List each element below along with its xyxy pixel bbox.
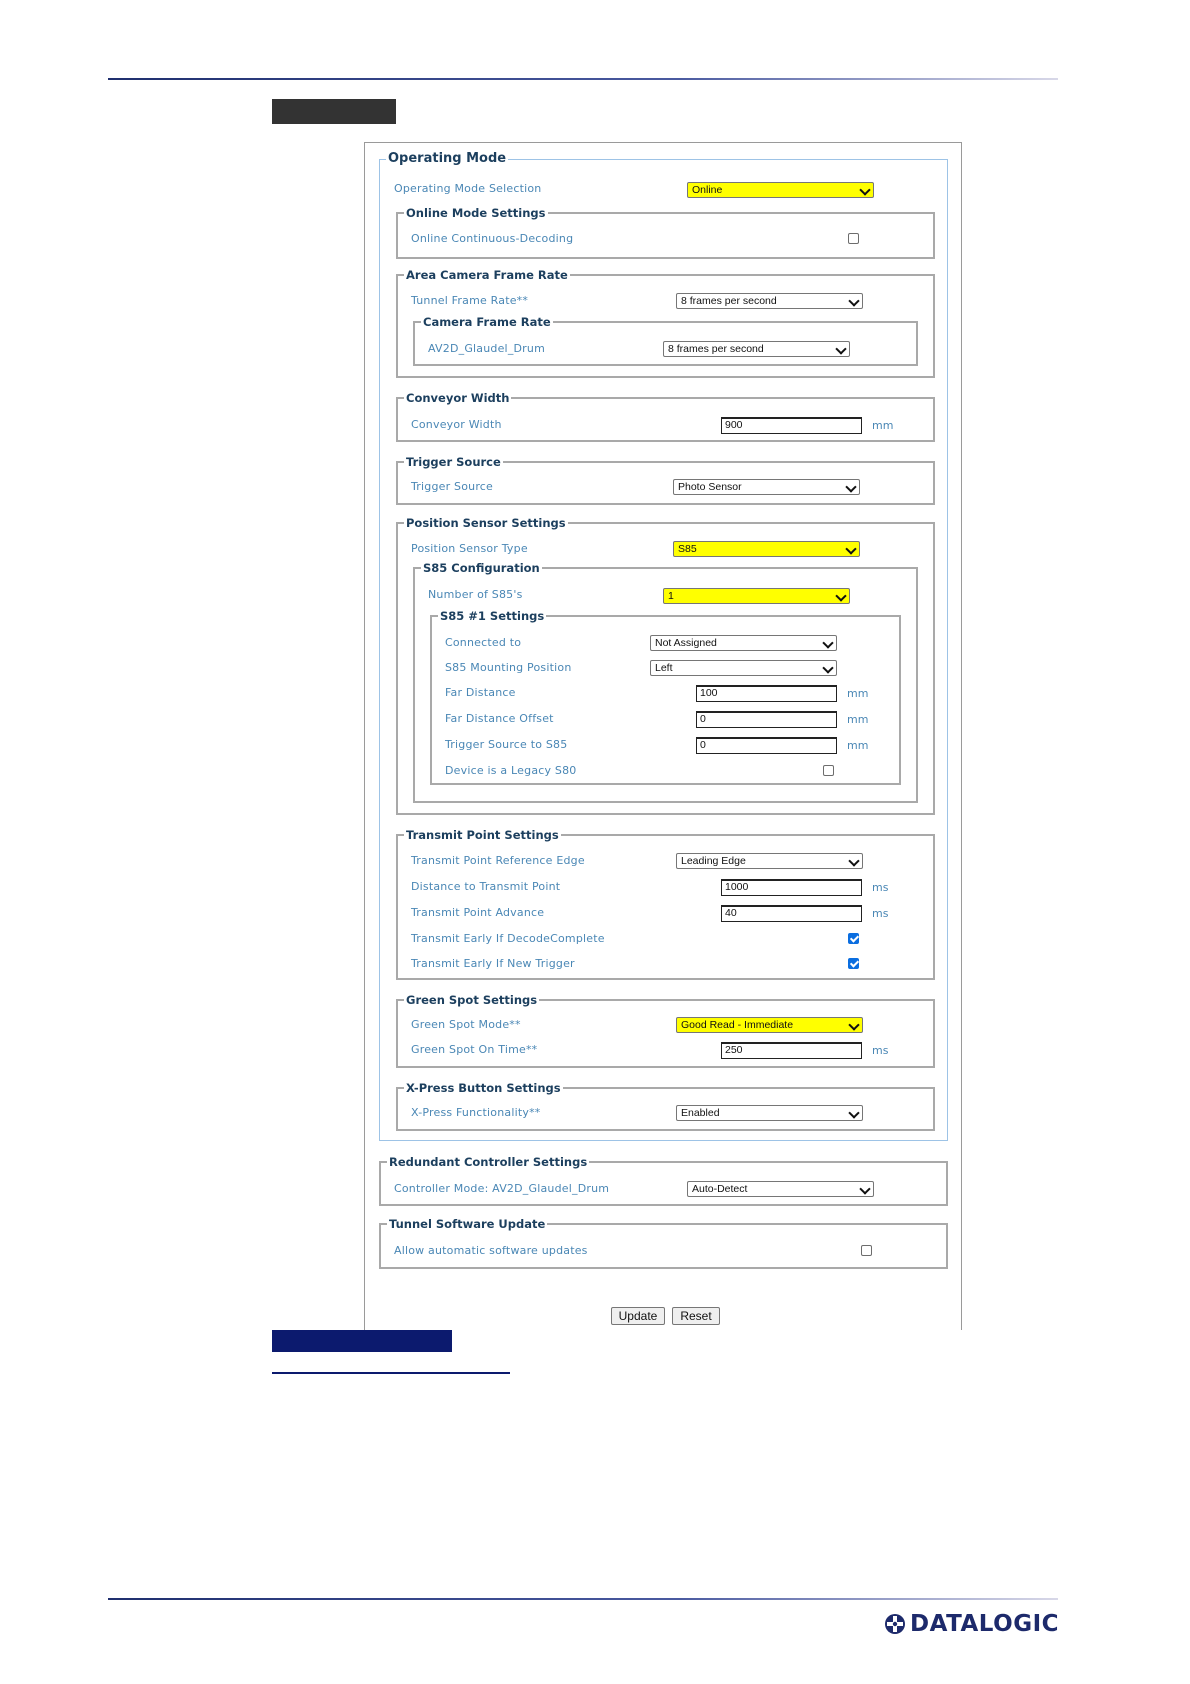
area-camera-legend: Area Camera Frame Rate [406, 268, 568, 282]
trigger-to-s85-label: Trigger Source to S85 [445, 738, 568, 751]
early-trigger-label: Transmit Early If New Trigger [411, 957, 575, 970]
xpress-functionality-label: X-Press Functionality** [411, 1106, 541, 1119]
far-distance-offset-input[interactable]: 0 [696, 711, 837, 728]
datalogic-logo-text: DATALOGIC [910, 1611, 1060, 1637]
s85-mounting-value: Left [655, 662, 673, 674]
chevron-down-icon [859, 184, 870, 195]
section-underline [272, 1372, 510, 1374]
s85-connected-label: Connected to [445, 636, 522, 649]
distance-transmit-input[interactable]: 1000 [721, 879, 862, 896]
section-tab-marker [272, 99, 396, 124]
legacy-s80-checkbox[interactable] [823, 765, 834, 776]
controller-mode-value: Auto-Detect [692, 1183, 748, 1195]
far-distance-offset-unit: mm [847, 713, 869, 726]
green-spot-legend: Green Spot Settings [406, 993, 538, 1007]
chevron-down-icon [845, 481, 856, 492]
far-distance-unit: mm [847, 687, 869, 700]
transmit-advance-input[interactable]: 40 [721, 905, 862, 922]
s85-count-value: 1 [668, 590, 674, 602]
operating-mode-legend: Operating Mode [388, 151, 507, 166]
transmit-advance-label: Transmit Point Advance [411, 906, 545, 919]
green-spot-time-unit: ms [872, 1044, 889, 1057]
auto-update-checkbox[interactable] [861, 1245, 872, 1256]
camera-frame-rate-select[interactable] [663, 341, 850, 357]
trigger-to-s85-unit: mm [847, 739, 869, 752]
conveyor-width-unit: mm [872, 419, 894, 432]
chevron-down-icon [848, 1019, 859, 1030]
operating-mode-selection-label: Operating Mode Selection [394, 182, 542, 195]
online-continuous-checkbox[interactable] [848, 233, 859, 244]
conveyor-width-input[interactable]: 900 [721, 417, 862, 434]
datalogic-logo [884, 1611, 1059, 1637]
trigger-to-s85-input[interactable]: 0 [696, 737, 837, 754]
position-sensor-type-value: S85 [678, 543, 697, 555]
green-spot-mode-label: Green Spot Mode** [411, 1018, 521, 1031]
software-update-group [379, 1217, 948, 1269]
far-distance-label: Far Distance [445, 686, 516, 699]
transmit-edge-select[interactable] [676, 853, 863, 869]
chevron-down-icon [848, 1107, 859, 1118]
camera-device-label: AV2D_Glaudel_Drum [428, 342, 545, 355]
green-spot-mode-value: Good Read - Immediate [681, 1019, 794, 1031]
chevron-down-icon [848, 855, 859, 866]
online-mode-legend: Online Mode Settings [406, 206, 546, 220]
update-button[interactable]: Update [611, 1307, 665, 1325]
transmit-point-legend: Transmit Point Settings [406, 828, 559, 842]
reset-button[interactable]: Reset [672, 1307, 720, 1325]
auto-update-label: Allow automatic software updates [394, 1244, 588, 1257]
trigger-source-value: Photo Sensor [678, 481, 742, 493]
trigger-source-legend: Trigger Source [406, 455, 501, 469]
controller-mode-label: Controller Mode: AV2D_Glaudel_Drum [394, 1182, 610, 1195]
s85-connected-value: Not Assigned [655, 637, 717, 649]
chevron-down-icon [845, 543, 856, 554]
conveyor-width-label: Conveyor Width [411, 418, 502, 431]
header-rule [108, 78, 1058, 80]
distance-transmit-label: Distance to Transmit Point [411, 880, 561, 893]
operating-mode-value: Online [692, 184, 723, 196]
position-sensor-type-select[interactable] [673, 541, 860, 557]
early-decode-checkbox[interactable] [848, 933, 859, 944]
tunnel-frame-rate-value: 8 frames per second [681, 295, 777, 307]
transmit-advance-unit: ms [872, 907, 889, 920]
footer-rule [108, 1598, 1058, 1600]
controller-mode-select[interactable] [687, 1181, 874, 1197]
legacy-s80-label: Device is a Legacy S80 [445, 764, 577, 777]
distance-transmit-unit: ms [872, 881, 889, 894]
chevron-down-icon [848, 295, 859, 306]
tunnel-frame-rate-label: Tunnel Frame Rate** [411, 294, 529, 307]
conveyor-width-legend: Conveyor Width [406, 391, 510, 405]
far-distance-input[interactable]: 100 [696, 685, 837, 702]
trigger-source-select[interactable] [673, 479, 860, 495]
transmit-edge-value: Leading Edge [681, 855, 746, 867]
far-distance-offset-label: Far Distance Offset [445, 712, 554, 725]
settings-screenshot [364, 142, 962, 1330]
chevron-down-icon [859, 1183, 870, 1194]
chevron-down-icon [822, 637, 833, 648]
software-update-legend: Tunnel Software Update [389, 1217, 546, 1231]
transmit-edge-label: Transmit Point Reference Edge [411, 854, 585, 867]
xpress-button-legend: X-Press Button Settings [406, 1081, 561, 1095]
s85-count-select[interactable] [663, 588, 850, 604]
section-tab-marker-blue [272, 1330, 452, 1352]
tunnel-frame-rate-select[interactable] [676, 293, 863, 309]
position-sensor-type-label: Position Sensor Type [411, 542, 528, 555]
trigger-source-label: Trigger Source [411, 480, 494, 493]
xpress-functionality-select[interactable] [676, 1105, 863, 1121]
s85-count-label: Number of S85's [428, 588, 523, 601]
s85-connected-select[interactable] [650, 635, 837, 651]
green-spot-mode-select[interactable] [676, 1017, 863, 1033]
s85-configuration-legend: S85 Configuration [423, 561, 540, 575]
s85-mounting-select[interactable] [650, 660, 837, 676]
chevron-down-icon [835, 590, 846, 601]
green-spot-time-input[interactable]: 250 [721, 1042, 862, 1059]
green-spot-time-label: Green Spot On Time** [411, 1043, 538, 1056]
camera-frame-rate-legend: Camera Frame Rate [423, 315, 551, 329]
xpress-functionality-value: Enabled [681, 1107, 720, 1119]
redundant-controller-legend: Redundant Controller Settings [389, 1155, 588, 1169]
online-continuous-label: Online Continuous-Decoding [411, 232, 574, 245]
s85-mounting-label: S85 Mounting Position [445, 661, 572, 674]
camera-frame-rate-value: 8 frames per second [668, 343, 764, 355]
early-decode-label: Transmit Early If DecodeComplete [411, 932, 605, 945]
position-sensor-legend: Position Sensor Settings [406, 516, 566, 530]
datalogic-logo-mark-icon [884, 1613, 906, 1635]
chevron-down-icon [822, 662, 833, 673]
s85-1-settings-legend: S85 #1 Settings [440, 609, 545, 623]
chevron-down-icon [835, 343, 846, 354]
early-trigger-checkbox[interactable] [848, 958, 859, 969]
operating-mode-select[interactable] [687, 182, 874, 198]
